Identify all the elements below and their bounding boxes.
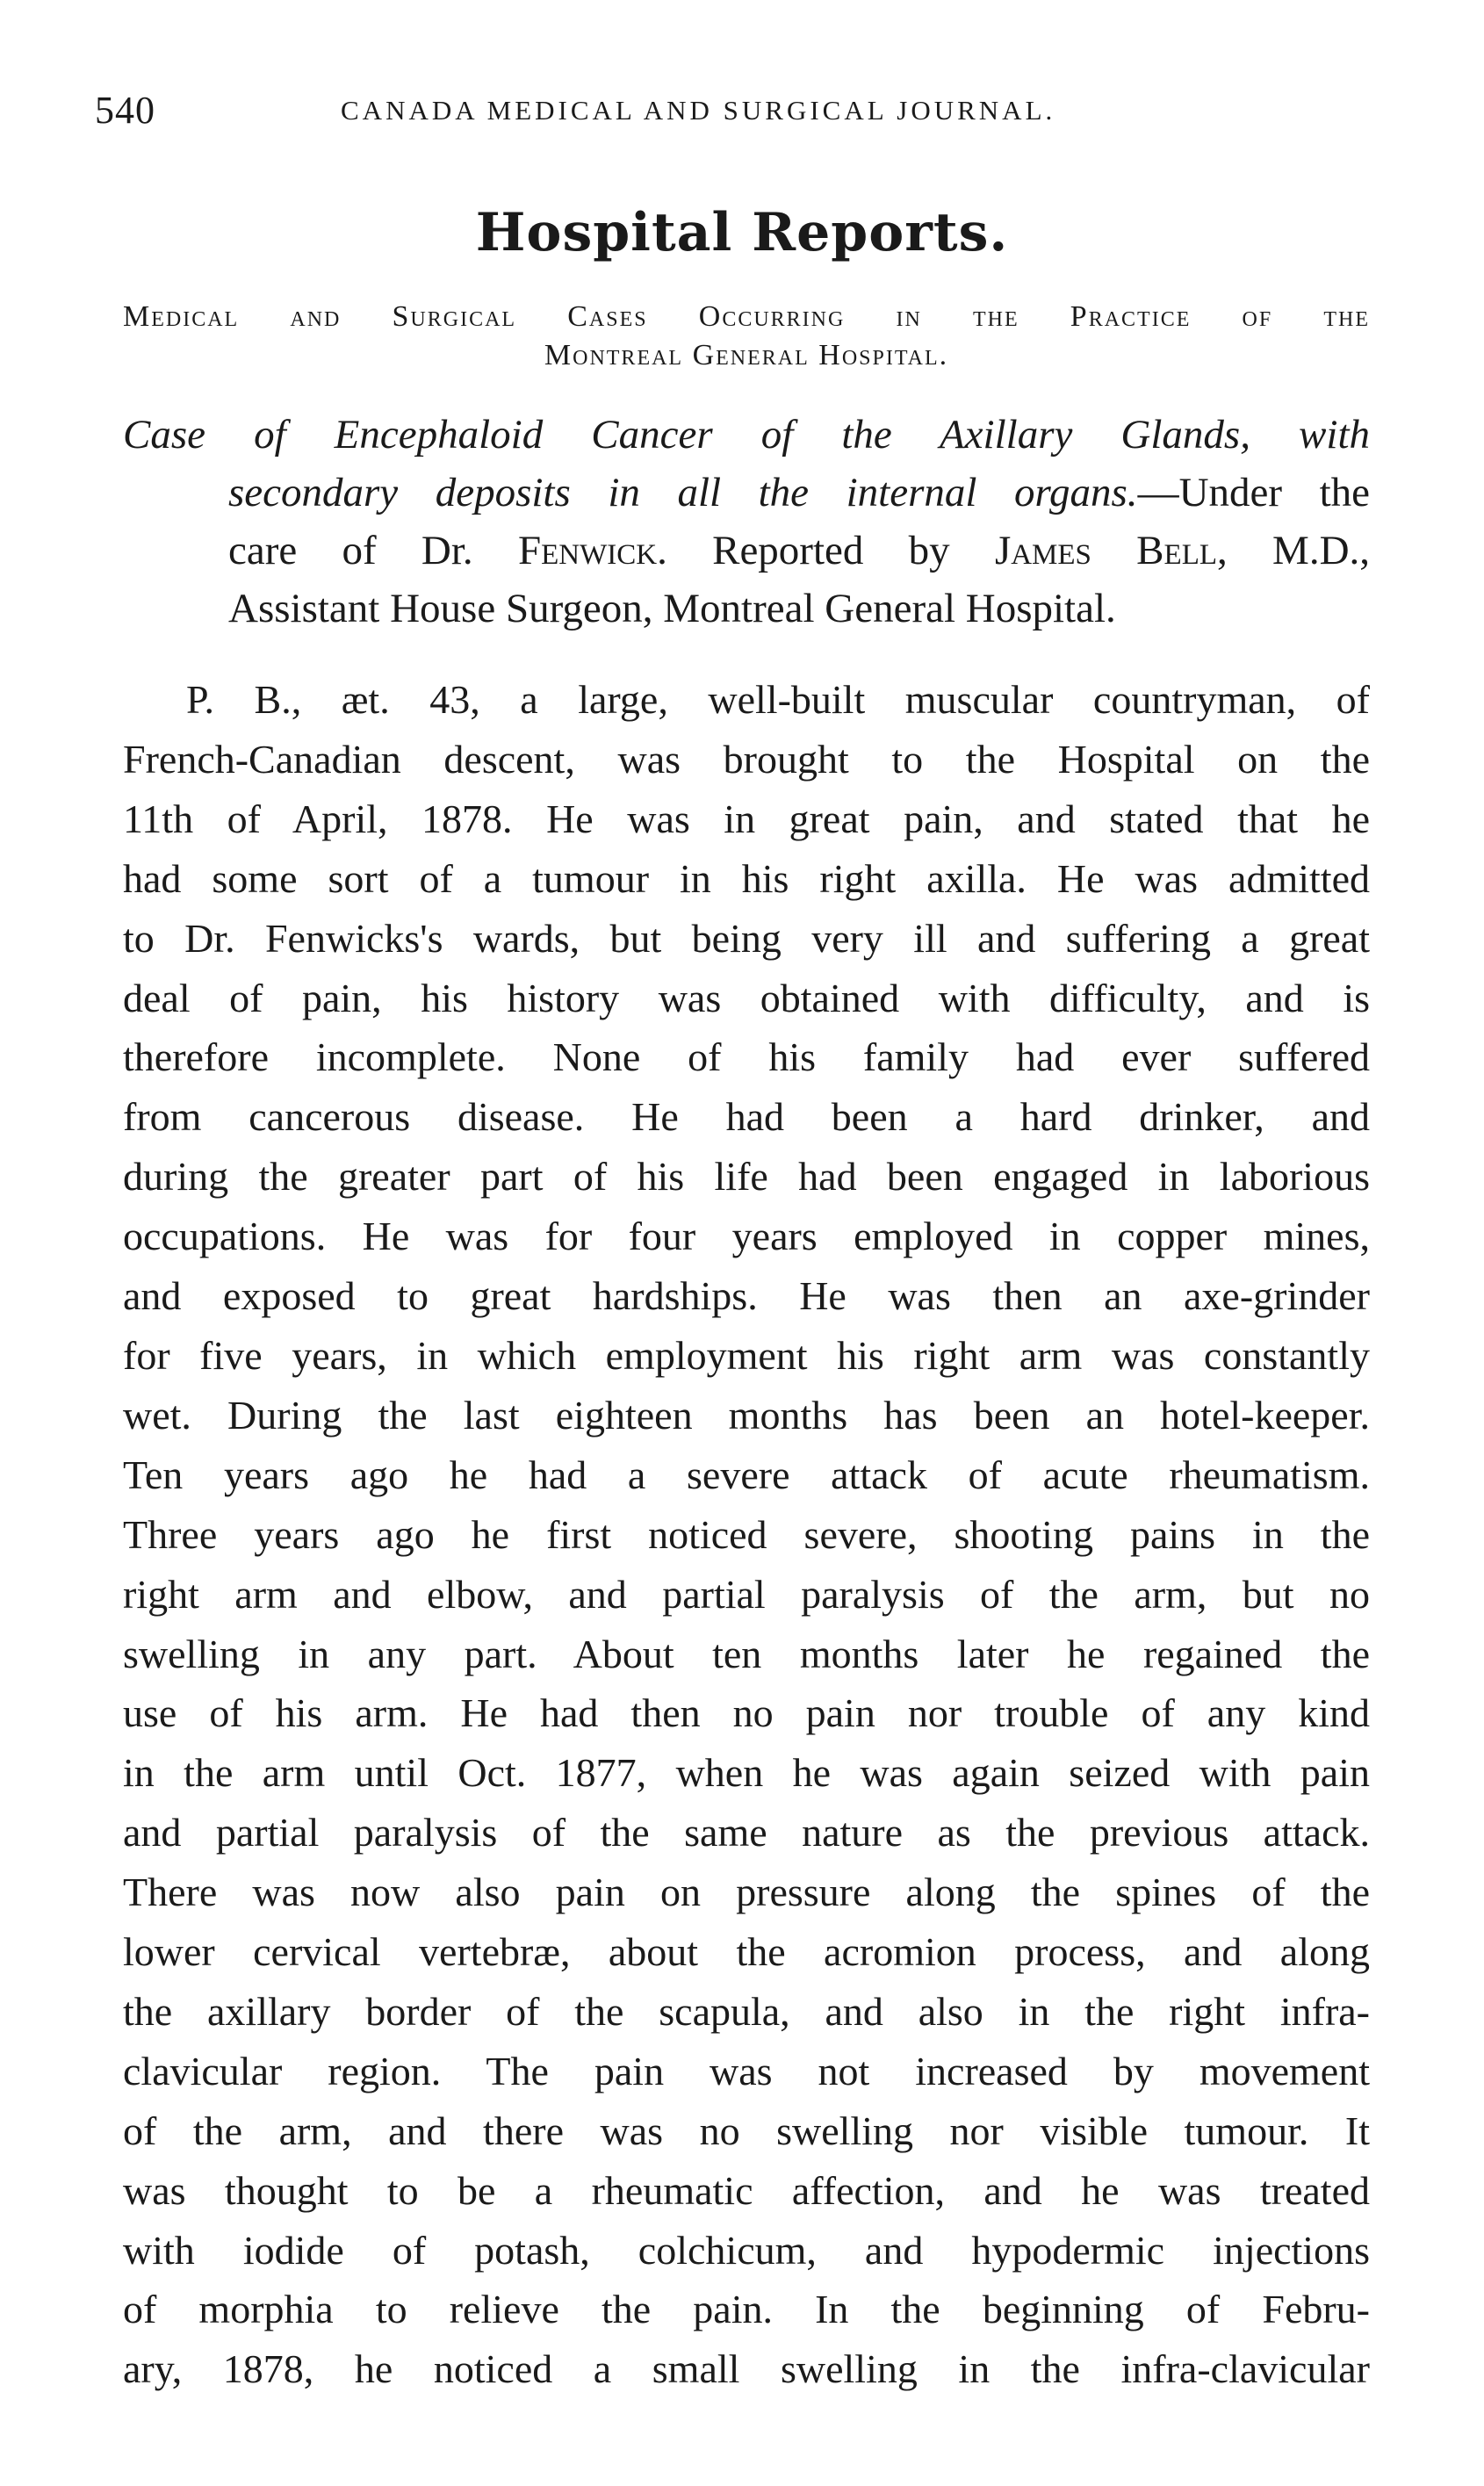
case-title [123, 406, 1370, 638]
case-title-line-1: Case of Encephaloid Cancer of the Axillary Glands, with [123, 412, 1370, 458]
body-line: clavicular region. The pain was not increased by movement [123, 2048, 1370, 2093]
body-line: the axillary border of the scapula, and also in the right infra- [123, 1988, 1370, 2034]
body-line: and exposed to great hardships. He was then an axe-grinder [123, 1273, 1370, 1319]
case-title-line-2 [123, 464, 1370, 522]
body-line: occupations. He was for four years employed in copper mines, [123, 1214, 1370, 1259]
case-title-line-4: Assistant House Surgeon, Montreal General Hospital. [228, 586, 1116, 631]
body-line: in the arm until Oct. 1877, when he was again seized with pain [123, 1750, 1370, 1796]
body-line: to Dr. Fenwicks's wards, but being very ill and suffering a great [123, 915, 1370, 961]
body-line: from cancerous disease. He had been a hard drinker, and [123, 1094, 1370, 1140]
body-line: had some sort of a tumour in his right axilla. He was admitted [123, 855, 1370, 901]
body-line: 11th of April, 1878. He was in great pain, and stated that he [123, 796, 1370, 841]
running-head [95, 88, 1386, 141]
body-line: deal of pain, his history was obtained with difficulty, and is [123, 975, 1370, 1020]
body-line: French-Canadian descent, was brought to the Hospital on the [123, 736, 1370, 782]
body-line: and partial paralysis of the same nature as the previous attack. [123, 1810, 1370, 1855]
journal-title: CANADA MEDICAL AND SURGICAL JOURNAL. [341, 95, 1056, 126]
page-number: 540 [95, 89, 155, 132]
body-line: of morphia to relieve the pain. In the beginning of Febru- [123, 2287, 1370, 2332]
case-report-body [123, 670, 1370, 2399]
body-line: of the arm, and there was no swelling nor visible tumour. It [123, 2108, 1370, 2153]
body-line: ary, 1878, he noticed a small swelling in the infra-clavicular [123, 2346, 1370, 2392]
body-line: with iodide of potash, colchicum, and hypodermic injections [123, 2227, 1370, 2273]
body-line: during the greater part of his life had been engaged in laborious [123, 1154, 1370, 1200]
body-line: therefore incomplete. None of his family had ever suffered [123, 1034, 1370, 1080]
body-line: P. B., æt. 43, a large, well-built muscular countryman, of [186, 677, 1370, 722]
reporter-name: James Bell [994, 528, 1218, 573]
body-line: for five years, in which employment his right arm was constantly [123, 1332, 1370, 1378]
case-title-care-of: care of Dr. [228, 528, 518, 573]
body-line: was thought to be a rheumatic affection, and he was treated [123, 2167, 1370, 2213]
reporter-degree: , M.D., [1217, 528, 1371, 573]
case-title-supervision: —Under the [1137, 470, 1370, 515]
section-title: Hospital Reports. [475, 202, 1009, 263]
case-title-reported-by: . Reported by [657, 528, 995, 573]
body-line: swelling in any part. About ten months later he regained the [123, 1631, 1370, 1676]
body-line: Ten years ago he had a severe attack of acute rheumatism. [123, 1452, 1370, 1497]
body-line: right arm and elbow, and partial paralysis of the arm, but no [123, 1571, 1370, 1617]
physician-name: Fenwick [517, 528, 658, 573]
body-line: use of his arm. He had then no pain nor trouble of any kind [123, 1690, 1370, 1736]
subheading-line-2: Montreal General Hospital. [544, 339, 949, 371]
case-title-italic-part: secondary deposits in all the internal organs. [228, 470, 1138, 515]
body-line: There was now also pain on pressure along the spines of the [123, 1870, 1370, 1915]
body-line: Three years ago he first noticed severe, shooting pains in the [123, 1511, 1370, 1557]
body-line: wet. During the last eighteen months has been an hotel-keeper. [123, 1392, 1370, 1438]
case-title-line-3 [123, 522, 1370, 580]
body-line: lower cervical vertebræ, about the acromion process, and along [123, 1929, 1370, 1975]
subheading-line-1: Medical and Surgical Cases Occurring in the Practice of the [123, 300, 1371, 333]
